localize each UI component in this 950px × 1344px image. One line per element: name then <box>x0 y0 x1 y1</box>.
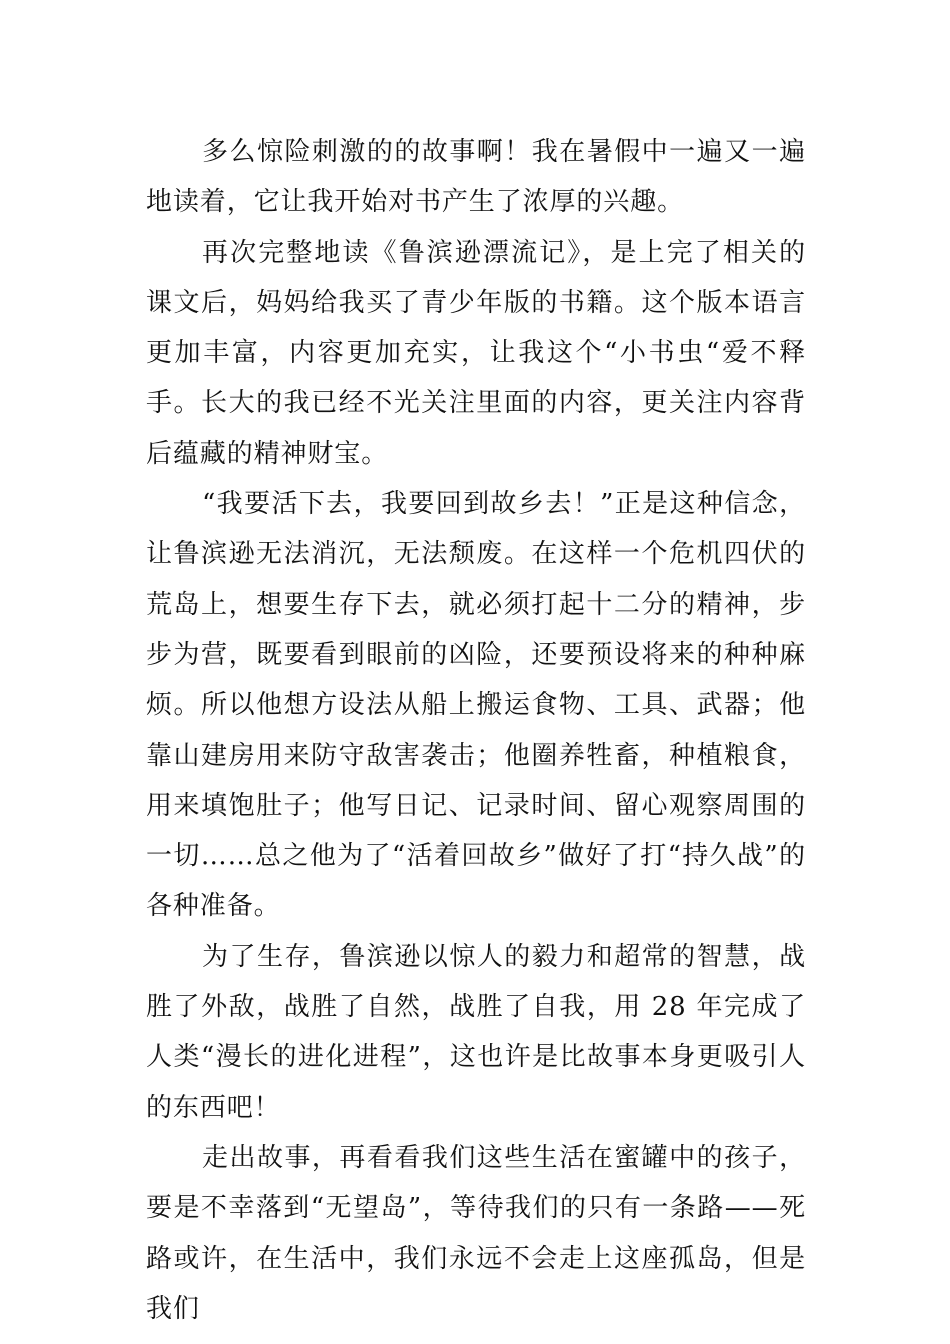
paragraph-5: 走出故事，再看看我们这些生活在蜜罐中的孩子，要是不幸落到“无望岛”，等待我们的只有一条路——死路或许，在生活中，我们永远不会走上这座孤岛，但是我们 <box>146 1142 806 1324</box>
paragraph-1: 多么惊险刺激的的故事啊！我在暑假中一遍又一遍地读着，它让我开始对书产生了浓厚的兴趣。 <box>146 137 806 218</box>
paragraph-2: 再次完整地读《鲁滨逊漂流记》，是上完了相关的课文后，妈妈给我买了青少年版的书籍。这个版本语言更加丰富，内容更加充实，让我这个“小书虫“爱不释手。长大的我已经不光关注里面的内容，更关注内容背后蕴藏的精神财宝。 <box>146 237 806 469</box>
paragraph-3: “我要活下去，我要回到故乡去！”正是这种信念，让鲁滨逊无法消沉，无法颓废。在这样一个危机四伏的荒岛上，想要生存下去，就必须打起十二分的精神，步步为营，既要看到眼前的凶险，还要预设将来的种种麻烦。所以他想方设法从船上搬运食物、工具、武器；他靠山建房用来防守敌害袭击；他圈养牲畜，种植粮食，用来填饱肚子；他写日记、记录时间、留心观察周围的一切……总之他为了“活着回故乡”做好了打“持久战”的各种准备。 <box>146 489 806 922</box>
body-text <box>146 127 806 1334</box>
paragraph-4: 为了生存，鲁滨逊以惊人的毅力和超常的智慧，战胜了外敌，战胜了自然，战胜了自我，用 28 年完成了人类“漫长的进化进程”，这也许是比故事本身更吸引人的东西吧！ <box>146 941 806 1123</box>
